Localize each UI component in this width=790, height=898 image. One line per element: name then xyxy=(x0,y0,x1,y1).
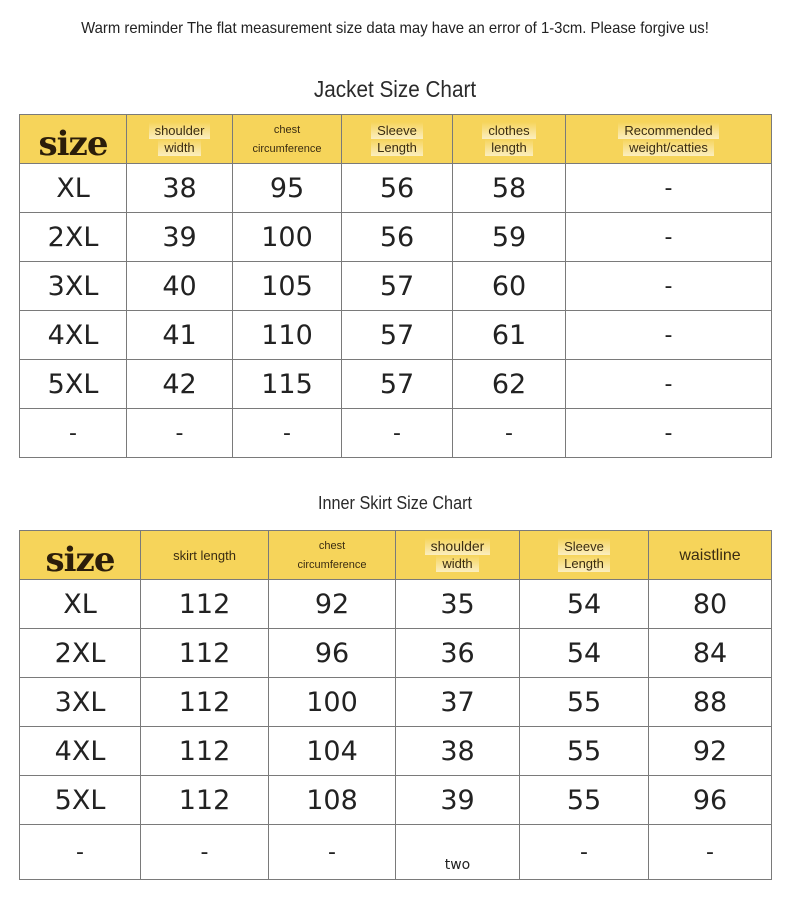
measurement-cell: 56 xyxy=(342,164,453,213)
header-chest-circumference: chest circumference xyxy=(233,115,342,164)
measurement-cell: 95 xyxy=(233,164,342,213)
measurement-cell: 38 xyxy=(127,164,233,213)
measurement-cell: 60 xyxy=(453,262,566,311)
table-row xyxy=(20,213,772,262)
measurement-cell: 38 xyxy=(396,727,520,776)
measurement-cell: 41 xyxy=(127,311,233,360)
measurement-cell: two xyxy=(396,825,520,880)
size-cell: XL xyxy=(20,164,127,213)
size-cell: 2XL xyxy=(20,213,127,262)
size-cell: 4XL xyxy=(20,727,141,776)
measurement-cell: - xyxy=(566,311,772,360)
measurement-cell: 108 xyxy=(269,776,396,825)
measurement-cell: 112 xyxy=(141,776,269,825)
size-cell: 5XL xyxy=(20,776,141,825)
skirt-size-table xyxy=(19,530,772,880)
measurement-cell: 39 xyxy=(396,776,520,825)
size-cell: 5XL xyxy=(20,360,127,409)
table-row xyxy=(20,727,772,776)
measurement-cell: 42 xyxy=(127,360,233,409)
table-row xyxy=(20,629,772,678)
table-header-row xyxy=(20,531,772,580)
table-header-row xyxy=(20,115,772,164)
measurement-cell: - xyxy=(566,409,772,458)
measurement-cell: 55 xyxy=(520,776,649,825)
measurement-cell: - xyxy=(233,409,342,458)
header-chest-circumference: chest circumference xyxy=(269,531,396,580)
size-cell: - xyxy=(20,825,141,880)
measurement-cell: - xyxy=(566,164,772,213)
measurement-cell: 112 xyxy=(141,629,269,678)
measurement-cell: 57 xyxy=(342,262,453,311)
table-row xyxy=(20,262,772,311)
measurement-cell: 96 xyxy=(269,629,396,678)
size-cell: 3XL xyxy=(20,678,141,727)
table-row xyxy=(20,164,772,213)
measurement-cell: 36 xyxy=(396,629,520,678)
table-row xyxy=(20,776,772,825)
measurement-cell: 61 xyxy=(453,311,566,360)
measurement-cell: 55 xyxy=(520,727,649,776)
measurement-cell: 115 xyxy=(233,360,342,409)
measurement-cell: 96 xyxy=(649,776,772,825)
measurement-cell: - xyxy=(520,825,649,880)
measurement-cell: 57 xyxy=(342,311,453,360)
size-cell: XL xyxy=(20,580,141,629)
header-recommended-weight: Recommended weight/catties xyxy=(566,115,772,164)
header-waistline: waistline xyxy=(649,531,772,580)
measurement-cell: 112 xyxy=(141,678,269,727)
measurement-cell: 112 xyxy=(141,727,269,776)
measurement-cell: 92 xyxy=(269,580,396,629)
measurement-cell: 56 xyxy=(342,213,453,262)
table-row xyxy=(20,360,772,409)
measurement-cell: 58 xyxy=(453,164,566,213)
header-skirt-length: skirt length xyxy=(141,531,269,580)
table-row xyxy=(20,825,772,880)
measurement-notice: Warm reminder The flat measurement size data may have an error of 1-3cm. Please forgive us! xyxy=(81,20,709,37)
size-cell: 4XL xyxy=(20,311,127,360)
measurement-cell: 80 xyxy=(649,580,772,629)
size-cell: - xyxy=(20,409,127,458)
measurement-cell: - xyxy=(566,262,772,311)
size-cell: 3XL xyxy=(20,262,127,311)
measurement-cell: 40 xyxy=(127,262,233,311)
size-cell: 2XL xyxy=(20,629,141,678)
header-size: size xyxy=(20,115,127,164)
header-sleeve-length: Sleeve Length xyxy=(520,531,649,580)
measurement-cell: 35 xyxy=(396,580,520,629)
measurement-cell: 39 xyxy=(127,213,233,262)
table-row xyxy=(20,409,772,458)
measurement-cell: - xyxy=(566,213,772,262)
jacket-size-table xyxy=(19,114,772,458)
measurement-cell: 100 xyxy=(233,213,342,262)
measurement-cell: 112 xyxy=(141,580,269,629)
measurement-cell: 54 xyxy=(520,629,649,678)
header-sleeve-length: Sleeve Length xyxy=(342,115,453,164)
measurement-cell: 110 xyxy=(233,311,342,360)
measurement-cell: 37 xyxy=(396,678,520,727)
measurement-cell: - xyxy=(566,360,772,409)
measurement-cell: - xyxy=(453,409,566,458)
measurement-cell: 104 xyxy=(269,727,396,776)
measurement-cell: - xyxy=(127,409,233,458)
measurement-cell: 88 xyxy=(649,678,772,727)
measurement-cell: 55 xyxy=(520,678,649,727)
table-row xyxy=(20,678,772,727)
measurement-cell: - xyxy=(141,825,269,880)
measurement-cell: 57 xyxy=(342,360,453,409)
header-shoulder-width: shoulder width xyxy=(127,115,233,164)
jacket-chart-title: Jacket Size Chart xyxy=(313,76,477,102)
measurement-cell: 105 xyxy=(233,262,342,311)
table-row xyxy=(20,311,772,360)
measurement-cell: 100 xyxy=(269,678,396,727)
measurement-cell: 54 xyxy=(520,580,649,629)
table-row xyxy=(20,580,772,629)
measurement-cell: 84 xyxy=(649,629,772,678)
measurement-cell: - xyxy=(649,825,772,880)
header-shoulder-width: shoulder width xyxy=(396,531,520,580)
measurement-cell: - xyxy=(342,409,453,458)
measurement-cell: 62 xyxy=(453,360,566,409)
measurement-cell: 92 xyxy=(649,727,772,776)
skirt-chart-title: Inner Skirt Size Chart xyxy=(318,493,472,513)
header-clothes-length: clothes length xyxy=(453,115,566,164)
measurement-cell: - xyxy=(269,825,396,880)
measurement-cell: 59 xyxy=(453,213,566,262)
header-size: size xyxy=(20,531,141,580)
